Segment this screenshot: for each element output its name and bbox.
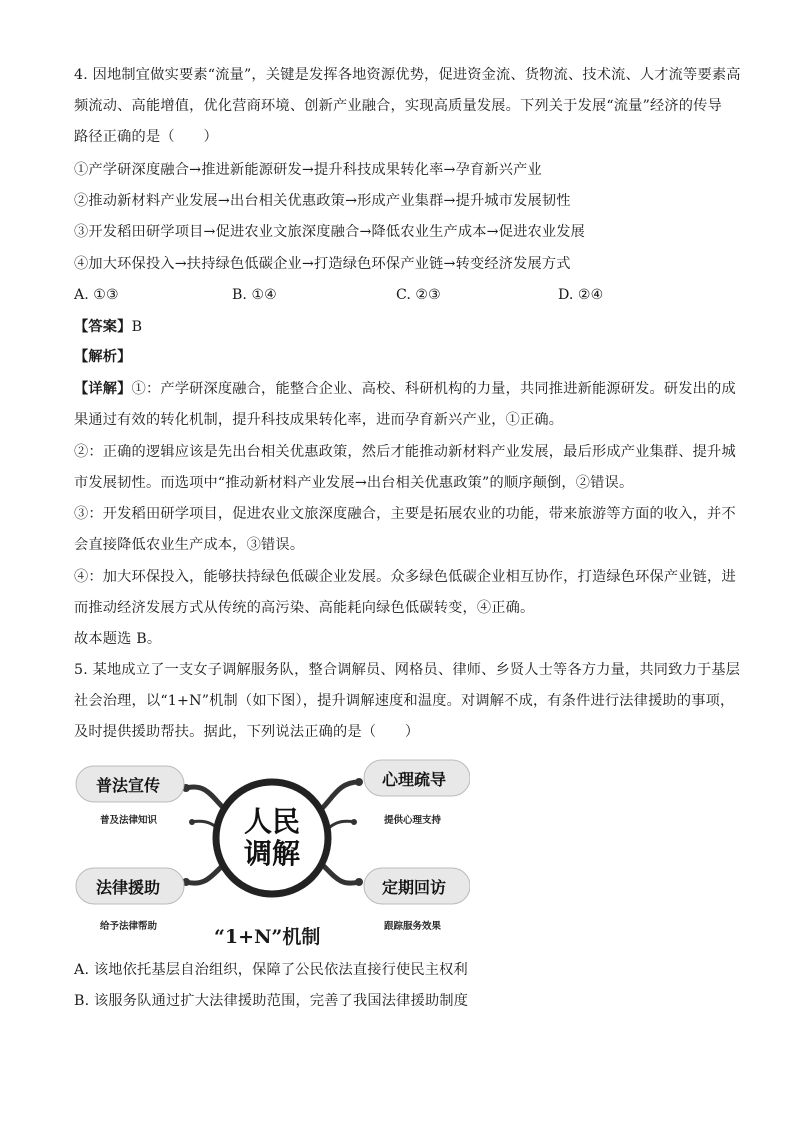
q4-analysis-line-3: ②：正确的逻辑应该是先出台相关优惠政策，然后才能推动新材料产业发展，最后形成产业集群、提升城 (74, 444, 736, 460)
node-sub-xinli: 提供心理支持 (384, 815, 442, 826)
q4-stem-line-2: 频流动、高能增值，优化营商环境、创新产业融合，实现高质量发展。下列关于发展“流量”经济的传导 (74, 98, 722, 114)
q4-item-3: ③开发稻田研学项目→促进农业文旅深度融合→降低农业生产成本→促进农业发展 (74, 224, 586, 240)
dot-top-right (355, 778, 363, 786)
analysis-tag: 【解析】 (74, 349, 132, 365)
answer-tag: 【答案】 (74, 319, 132, 335)
node-title-huifang: 定期回访 (382, 878, 447, 897)
q4-stem-line-1: 4. 因地制宜做实要素“流量”，关键是发挥各地资源优势，促进资金流、货物流、技术流、人才流等要素高 (74, 67, 741, 83)
q5-option-b: B. 该服务队通过扩大法律援助范围，完善了我国法律援助制度 (74, 993, 469, 1009)
q5-stem-line-2: 社会治理，以“1+N”机制（如下图），提升调解速度和温度。对调解不成，有条件进行法律援助的事项， (74, 693, 735, 709)
dot-stub-left (189, 819, 195, 825)
q4-option-b: B. ①④ (232, 287, 277, 303)
dot-bottom-right (355, 878, 363, 886)
dot-stub-right (351, 819, 357, 825)
q4-item-1: ①产学研深度融合→推进新能源研发→提升科技成果转化率→孕育新兴产业 (74, 162, 542, 178)
q4-option-d: D. ②④ (558, 287, 604, 303)
center-label-line-2: 调解 (243, 837, 300, 870)
node-title-xinli: 心理疏导 (382, 770, 447, 789)
analysis-text: ①：产学研深度融合，能整合企业、高校、科研机构的力量，共同推进新能源研发。研发出的成 (131, 381, 736, 397)
q4-item-4: ④加大环保投入→扶持绿色低碳企业→打造绿色环保产业链→转变经济发展方式 (74, 256, 571, 272)
q4-analysis-line-1 (74, 374, 736, 405)
node-title-falv: 法律援助 (96, 878, 161, 897)
q4-analysis-line-4: 市发展韧性。而选项中“推动新材料产业发展→出台相关优惠政策”的顺序颠倒，②错误。 (74, 475, 634, 491)
node-title-pufa: 普法宣传 (96, 776, 161, 795)
q4-analysis-line-2: 果通过有效的转化机制，提升科技成果转化率，进而孕育新兴产业，①正确。 (74, 412, 564, 428)
diagram-caption: “1+N”机制 (214, 926, 321, 948)
q4-conclusion: 故本题选 B。 (74, 631, 162, 647)
center-label (227, 806, 317, 870)
q5-stem-line-1: 5. 某地成立了一支女子调解服务队，整合调解员、网格员、律师、乡贤人士等各方力量，共同致力于基层 (74, 662, 741, 678)
node-sub-huifang: 跟踪服务效果 (384, 921, 442, 932)
answer-value: B (131, 319, 143, 335)
q4-analysis-tag (74, 342, 724, 373)
q4-analysis-line-8: 而推动经济发展方式从传统的高污染、高能耗向绿色低碳转变，④正确。 (74, 600, 535, 616)
node-sub-pufa: 普及法律知识 (100, 815, 158, 826)
q5-stem-line-3: 及时提供援助帮扶。据此，下列说法正确的是（ ） (74, 724, 420, 740)
center-label-line-1: 人民 (243, 805, 300, 838)
q4-option-c: C. ②③ (396, 287, 441, 303)
q4-analysis-line-6: 会直接降低农业生产成本，③错误。 (74, 537, 305, 553)
q4-options (74, 280, 724, 311)
detail-tag: 【详解】 (74, 381, 132, 397)
q4-item-2: ②推动新材料产业发展→出台相关优惠政策→形成产业集群→提升城市发展韧性 (74, 193, 571, 209)
q4-option-a: A. ①③ (74, 287, 119, 303)
q4-answer (74, 312, 724, 343)
node-sub-falv: 给予法律帮助 (100, 921, 158, 932)
one-plus-n-diagram (74, 758, 470, 954)
q4-analysis-line-7: ④：加大环保投入，能够扶持绿色低碳企业发展。众多绿色低碳企业相互协作，打造绿色环保产业链，进 (74, 569, 736, 585)
q4-analysis-line-5: ③：开发稻田研学项目，促进农业文旅深度融合，主要是拓展农业的功能，带来旅游等方面的收入，并不 (74, 506, 736, 522)
q5-option-a: A. 该地依托基层自治组织，保障了公民依法直接行使民主权利 (74, 962, 468, 978)
q4-stem-line-3: 路径正确的是（ ） (74, 129, 218, 145)
